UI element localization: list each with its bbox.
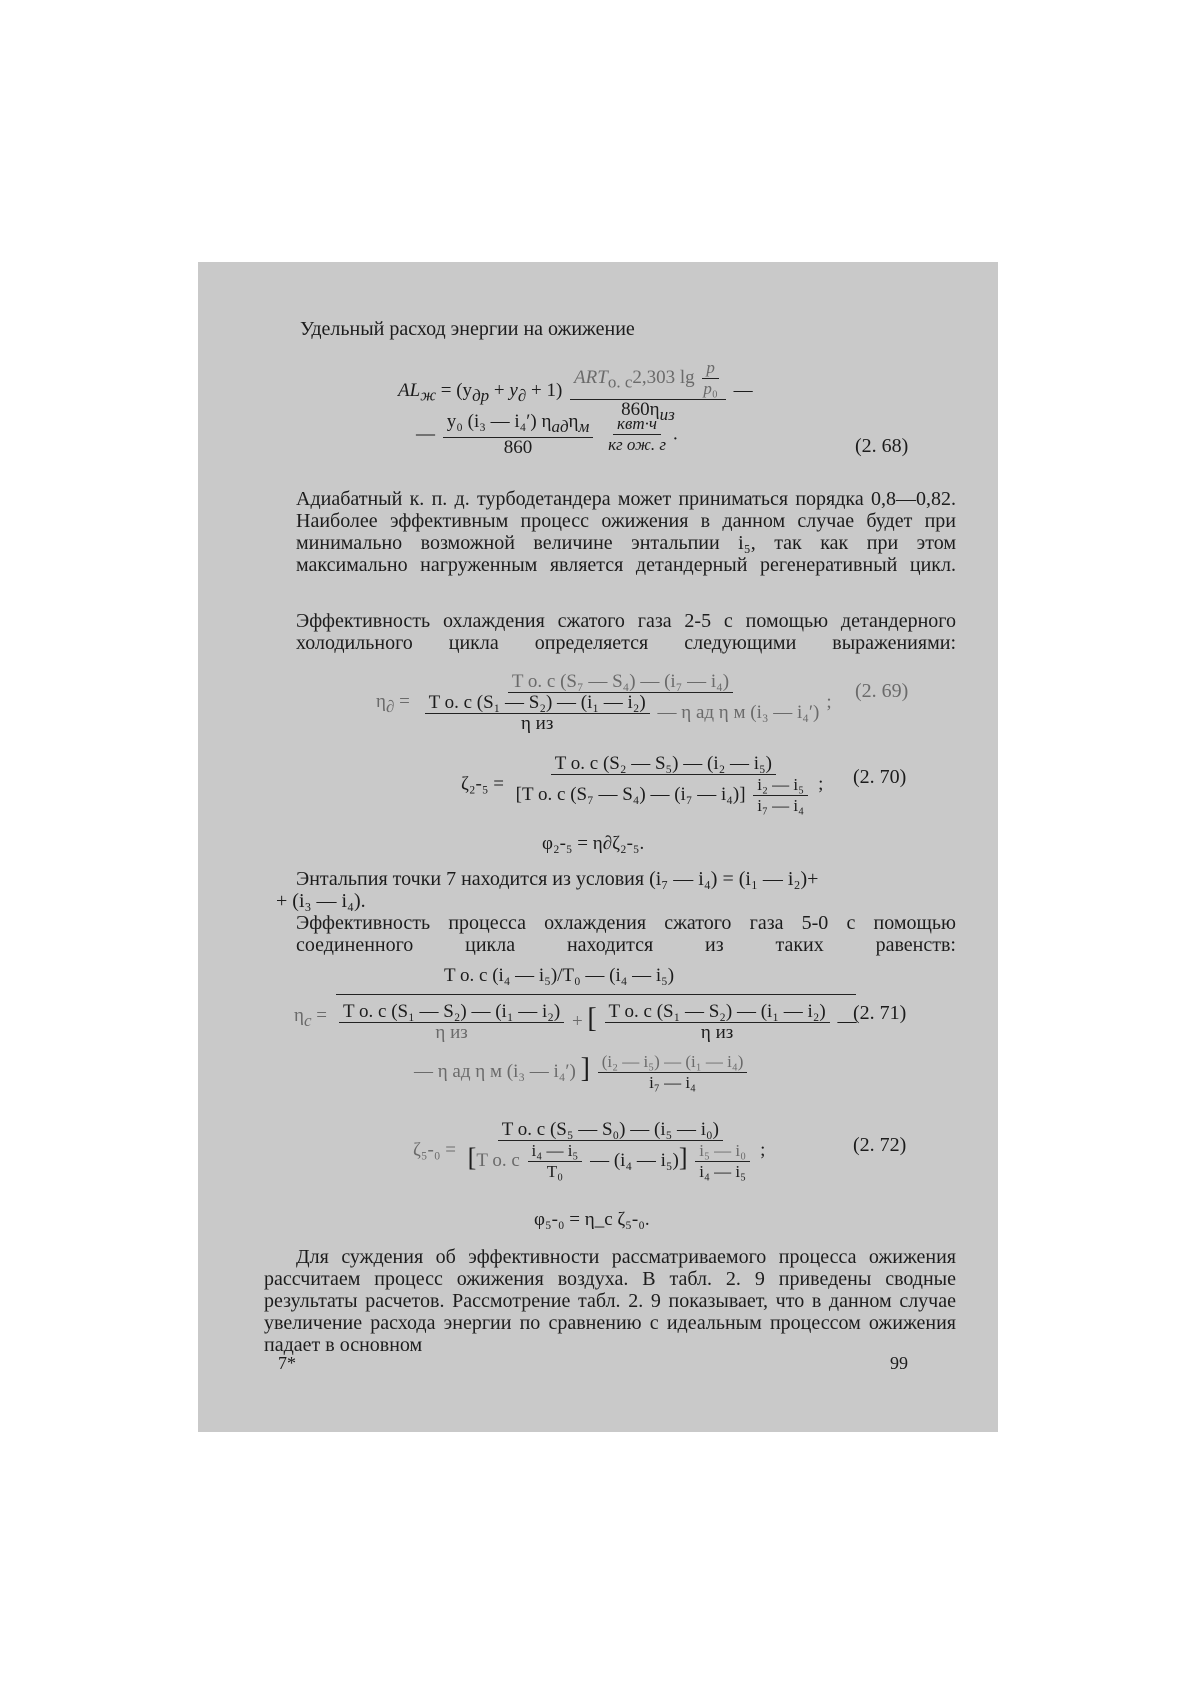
equation-phi-2-5: φ₂-₅ = η∂ζ₂-₅. [542,833,645,854]
equation-2-68-line1: $AL_ж = (y_{др} + y_\partial + 1)$ $ART_{о. с}2,303$ lg $\frac{p}{\text{p₀}}$ $860\eta_{из}$ — [398,358,753,424]
eq268-part1: = $(y_{др} + y_\partial + 1)$ [440,379,563,405]
paragraph-5: Для суждения об эффективности рассматриваемого процесса ожижения рассчитаем процесс ожижения воздуха. В табл. 2. 9 приведены сводные результаты расчетов. Рассмотрение табл. 2. 9 показывает, что в данном случае увеличение расхода энергии по сравнению с идеальным процессом ожижения падает в основном [264,1246,956,1356]
eq-number-2-71: (2. 71) [853,1002,907,1024]
eq268-units: $\frac{\text{квт·ч}}{\text{кг ож. г}}$ [608,414,666,455]
paragraph-3-line2: + (i₃ — i₄). [276,890,366,912]
eq268-frac2: $\frac{y_0 (i_3 — i_4') \eta_{ад}\eta_м}{860}$ [443,412,594,458]
footer-signature: 7* [278,1353,296,1373]
intro-line: Удельный расход энергии на ожижение [300,318,635,340]
equation-2-72: ζ₅-₀ = T о. с (S₅ — S₀) — (i₅ — i₀) [T о. с $\frac{\text{i₄ — i₅}}{\text{T₀}}$ — (i₄ — i₅)] $\frac{\text{i₅ — i₀}}{\text{i₄ — i₅}}$ ; [413,1119,766,1181]
page-number: 99 [890,1353,908,1373]
equation-2-68-line2: — $\frac{y_0 (i_3 — i_4') \eta_{ад}\eta_м}{860}$ $\frac{\text{квт·ч}}{\text{кг ож. г}}$ . [416,411,678,458]
eq268-frac1: $ART_{о. с}2,303$ lg $\frac{p}{\text{p₀}}$ $860\eta_{из}$ [570,358,726,425]
paragraph-2: Эффективность охлаждения сжатого газа 2-5 с помощью детандерного холодильного цикла определяется следующими выражениями: [296,610,956,654]
equation-2-69: $\eta_\partial$ = T о. с (S₇ — S₄) — (i₇ — i₄) $\frac{\text{T о. с (S₁ — S₂) — (i₁ — i₂)}}{\text{η из}}$ — η ад η м (i₃ — i₄′) ; [376,671,832,734]
eq268-lhs: AL [398,379,421,401]
eq-number-2-72: (2. 72) [853,1134,907,1156]
paragraph-1: Адиабатный к. п. д. турбодетандера может приниматься порядка 0,8—0,82. Наиболее эффективным процесс ожижения в данном случае будет при минимально возможной величине энтальпии i₅, так как при этом максимально нагруженным является детандерный регенеративный цикл. [296,488,956,576]
eq-number-2-68: (2. 68) [855,435,909,457]
eq-number-2-69: (2. 69) [855,680,909,702]
paragraph-4: Эффективность процесса охлаждения сжатого газа 5-0 с помощью соединенного цикла находится из таких равенств: [296,912,956,956]
page-scan: Удельный расход энергии на ожижение $AL_ж = (y_{др} + y_\partial + 1)$ $ART_{о. с}2,303$ lg $\frac{p}{\text{p₀}}$ $860\eta_{из}$ — — $\frac{y_0 (i_3 — i_4') \eta_{ад}\eta_м}{860}$ $\frac{\text{квт·ч}}{\text{кг ож. г}}$ . (2. 68) Адиабатный к. п. д. турбодетандера может приниматься порядка 0,8—0,82. Наиболее эффективным процесс ожижения в данном случае будет при минимально возможной величине энтальпии i₅, так как при этом максимально нагруженным является детандерный регенеративный цикл. Эффективность охлаждения сжатого газа 2-5 с помощью детандерного холодильного цикла определяется следующими выражениями: $\eta_\partial$ = T о. с (S₇ — S₄) — (i₇ — i₄) $\frac{\text{T о. с (S₁ — S₂) — (i₁ — i₂)}}{\text{η из}}$ — η ад η м (i₃ — i₄′) ; (2. 69) ζ₂-₅ = T о. с (S₂ — S₅) — (i₂ — i₅) [T о. с (S₇ — S₄) — (i₇ — i₄)] $\frac{\text{i₂ — i₅}}{\text{i₇ — i₄}}$ ; (2. 70) φ₂-₅ = η∂ζ₂-₅. Энтальпия точки 7 находится из условия (i₇ — i₄) = (i₁ — i₂)+ + (i₃ — i₄). Эффективность процесса охлаждения сжатого газа 5-0 с помощью соединенного цикла находится из таких равенств: $\eta_c$ = T о. с (i₄ — i₅)/T₀ — (i₄ — i₅) $\frac{\text{T о. с (S₁ — S₂) — (i₁ — i₂)}}{\text{η из}}$ + [ $\frac{\text{T о. с (S₁ — S₂) — (i₁ — i₂)}}{\text{η из}}$ — — η ад η м (i₃ — i₄′) ] $\frac{\text{(i₂ — i₅) — (i₁ — i₄)}}{\text{i₇ — i₄}}$ (2. 71) ζ₅-₀ = T о. с (S₅ — S₀) — (i₅ — i₀) [T о. с $\frac{\text{i₄ — i₅}}{\text{T₀}}$ — (i₄ — i₅)] $\frac{\text{i₅ — i₀}}{\text{i₄ — i₅}}$ ; (2. 72) φ₅-₀ = η_c ζ₅-₀. Для суждения об эффективности рассматриваемого процесса ожижения рассчитаем процесс ожижения воздуха. В табл. 2. 9 приведены сводные результаты расчетов. Рассмотрение табл. 2. 9 показывает, что в данном случае увеличение расхода энергии по сравнению с идеальным процессом ожижения падает в основном 7* 99 [198,262,998,1432]
paragraph-3-line1: Энтальпия точки 7 находится из условия (i₇ — i₄) = (i₁ — i₂)+ [296,868,819,890]
eq-number-2-70: (2. 70) [853,766,907,788]
equation-2-70: ζ₂-₅ = T о. с (S₂ — S₅) — (i₂ — i₅) [T о. с (S₇ — S₄) — (i₇ — i₄)] $\frac{\text{i₂ — i₅}}{\text{i₇ — i₄}}$ ; [461,753,824,815]
equation-phi-5-0: φ₅-₀ = η_c ζ₅-₀. [534,1209,650,1230]
